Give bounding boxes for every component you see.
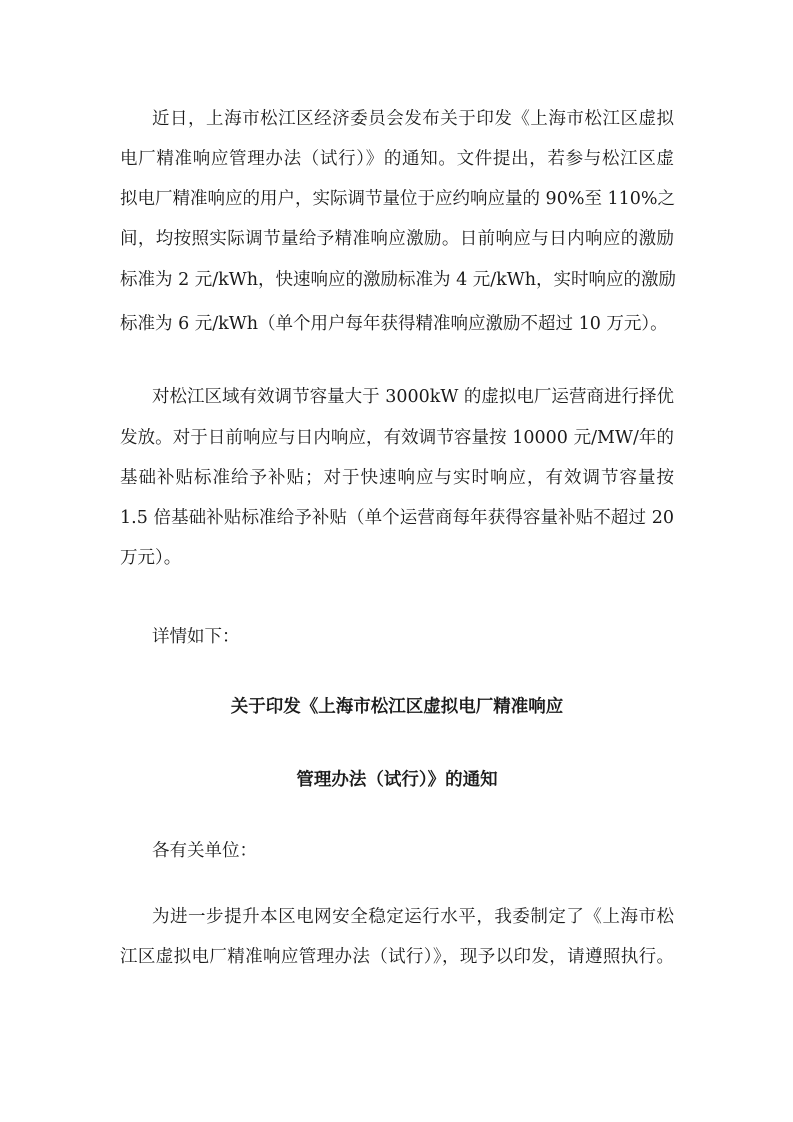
text-line: 发放。对于日前响应与日内响应，有效调节容量按 10000 元/MW/年的	[120, 428, 674, 448]
text-line: 标准为 6 元/kWh（单个用户每年获得精准响应激励不超过 10 万元）。	[120, 314, 668, 334]
text-line: 1.5 倍基础补贴标准给予补贴（单个运营商每年获得容量补贴不超过 20	[120, 508, 674, 528]
notice-title-line-1: 关于印发《上海市松江区虚拟电厂精准响应	[230, 697, 564, 717]
text-line: 基础补贴标准给予补贴；对于快速响应与实时响应，有效调节容量按	[120, 468, 674, 488]
text-line: 万元）。	[120, 548, 182, 568]
notice-title-line-2: 管理办法（试行）》的通知	[296, 770, 498, 790]
text-line: 对松江区域有效调节容量大于 3000kW 的虚拟电厂运营商进行择优	[152, 387, 674, 407]
salutation: 各有关单位：	[152, 841, 257, 861]
text-line: 近日，上海市松江区经济委员会发布关于印发《上海市松江区虚拟	[152, 109, 674, 129]
text-line: 间，均按照实际调节量给予精准响应激励。日前响应与日内响应的激励	[120, 229, 674, 249]
text-line: 电厂精准响应管理办法（试行）》的通知。文件提出，若参与松江区虚	[120, 149, 674, 169]
details-intro: 详情如下：	[152, 627, 240, 647]
text-line: 为进一步提升本区电网安全稳定运行水平，我委制定了《上海市松	[152, 907, 674, 927]
text-line: 江区虚拟电厂精准响应管理办法（试行）》，现予以印发，请遵照执行。	[120, 947, 674, 967]
text-line: 标准为 2 元/kWh，快速响应的激励标准为 4 元/kWh，实时响应的激励	[120, 270, 677, 290]
text-line: 拟电厂精准响应的用户，实际调节量位于应约响应量的 90%至 110%之	[120, 189, 676, 209]
